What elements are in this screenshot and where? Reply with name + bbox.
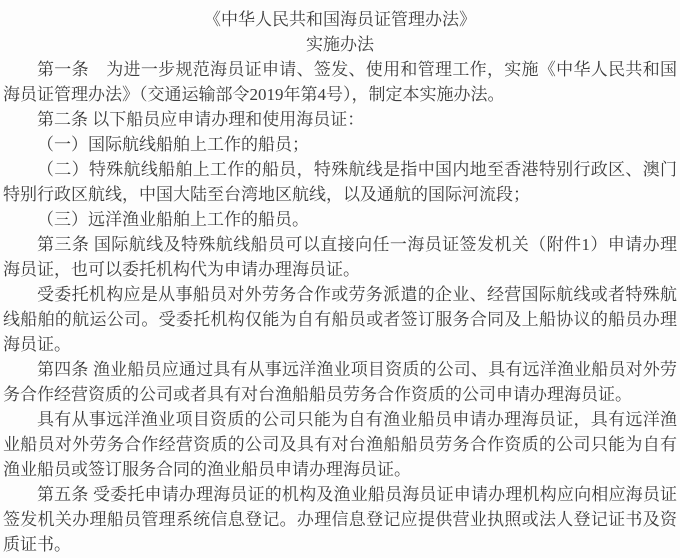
document-title: 《中华人民共和国海员证管理办法》 [204,10,476,29]
article-5-paragraph: 第五条 受委托申请办理海员证的机构及渔业船员海员证申请办理机构应向相应海员证签发机关办理船员管理系统信息登记。办理信息登记应提供营业执照或法人登记证书及资质证书。 [3,485,677,554]
article-2-paragraph: 第二条 以下船员应申请办理和使用海员证： [37,110,365,129]
article-4-paragraph-2: 具有从事远洋渔业项目资质的公司只能为自有渔业船员申请办理海员证，具有远洋渔业船员对外劳务合作经营资质的公司及具有对台渔船船员劳务合作资质的公司只能为自有渔业船员或签订服务合同的渔业船员申请办理海员证。 [3,410,677,479]
article-3-paragraph-2: 受委托机构应是从事船员对外劳务合作或劳务派遣的企业、经营国际航线或者特殊航线船舶的航运公司。受委托机构仅能为自有船员或者签订服务合同及上船协议的船员办理海员证。 [3,285,677,354]
article-2-item-2: （二）特殊航线船舶上工作的船员，特殊航线是指中国内地至香港特别行政区、澳门特别行政区航线，中国大陆至台湾地区航线，以及通航的国际河流段； [3,160,677,204]
article-1-paragraph: 第一条 为进一步规范海员证申请、签发、使用和管理工作，实施《中华人民共和国海员证管理办法》（交通运输部令2019年第4号），制定本实施办法。 [3,60,677,104]
article-4-paragraph-1: 第四条 渔业船员应通过具有从事远洋渔业项目资质的公司、具有远洋渔业船员对外劳务合作经营资质的公司或者具有对台渔船船员劳务合作资质的公司申请办理海员证。 [3,360,677,404]
article-2-item-1: （一）国际航线船舶上工作的船员； [37,135,309,154]
article-2-item-3: （三）远洋渔业船舶上工作的船员。 [37,210,309,229]
article-3-paragraph-1: 第三条 国际航线及特殊航线船员可以直接向任一海员证签发机关（附件1）申请办理海员证，也可以委托机构代为申请办理海员证。 [3,235,677,279]
document-subtitle: 实施办法 [306,35,374,54]
